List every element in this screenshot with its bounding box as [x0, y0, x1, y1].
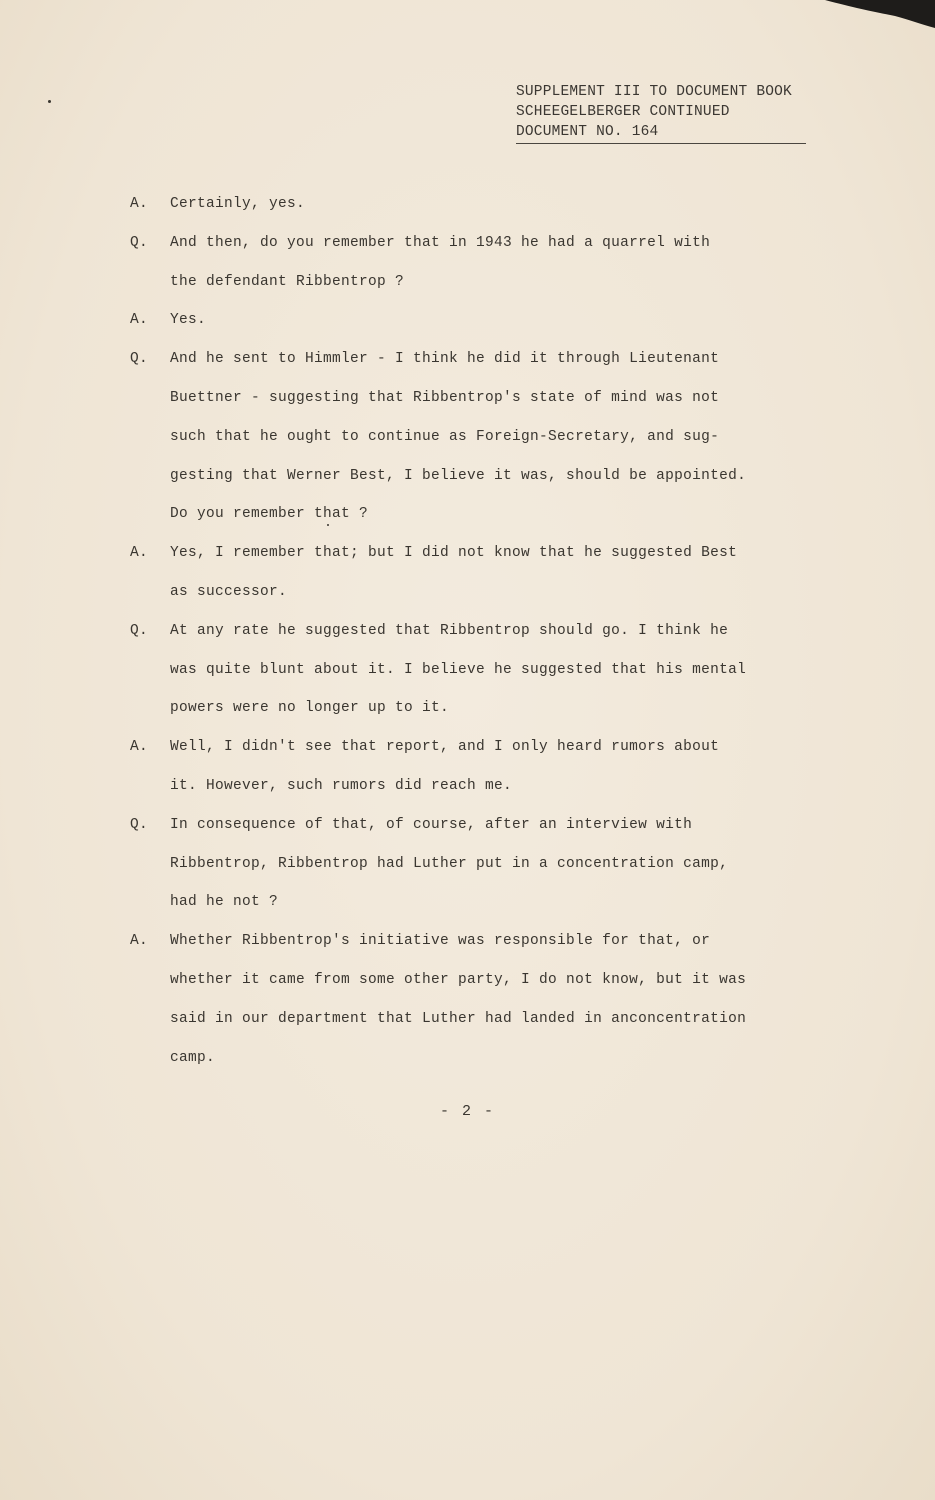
transcript-line — [130, 694, 830, 733]
transcript-line — [130, 811, 830, 850]
line-text: At any rate he suggested that Ribbentrop should go. I think he — [170, 622, 729, 639]
line-text: whether it came from some other party, I do not know, but it was — [170, 971, 747, 988]
transcript-line — [130, 772, 830, 811]
line-text: Whether Ribbentrop's initiative was responsible for that, or — [170, 933, 711, 950]
line-text: In consequence of that, of course, after an interview with — [170, 816, 693, 833]
line-text: was quite blunt about it. I believe he suggested that his mental — [170, 661, 747, 678]
page-number: - 2 - — [439, 1103, 495, 1120]
speaker-label: Q. — [130, 816, 149, 833]
transcript-line — [130, 578, 830, 617]
line-text: it. However, such rumors did reach me. — [170, 777, 513, 794]
line-text: said in our department that Luther had landed in anconcentration — [170, 1010, 747, 1027]
line-text: Yes, I remember that; but I did not know that he suggested Best — [170, 545, 738, 562]
transcript-line — [130, 1005, 830, 1044]
line-text: the defendant Ribbentrop ? — [170, 273, 405, 290]
transcript-line — [130, 539, 830, 578]
speaker-label: A. — [130, 545, 149, 562]
transcript-line — [130, 733, 830, 772]
transcript-body — [130, 190, 830, 1082]
speaker-label: Q. — [130, 622, 149, 639]
line-text: Buettner - suggesting that Ribbentrop's state of mind was not — [170, 389, 720, 406]
transcript-line — [130, 190, 830, 229]
transcript-line — [130, 888, 830, 927]
line-text: as successor. — [170, 583, 288, 600]
transcript-line — [130, 1044, 830, 1083]
line-text: camp. — [170, 1049, 216, 1066]
transcript-line — [130, 345, 830, 384]
speaker-label: Q. — [130, 234, 149, 251]
transcript-line — [130, 268, 830, 307]
line-text: gesting that Werner Best, I believe it was, should be appointed. — [170, 467, 747, 484]
speaker-label: A. — [130, 933, 149, 950]
line-text: Well, I didn't see that report, and I only heard rumors about — [170, 739, 720, 756]
header-document-number: DOCUMENT NO. 164 — [516, 122, 806, 144]
transcript-line — [130, 306, 830, 345]
transcript-line — [130, 384, 830, 423]
line-text: such that he ought to continue as Foreign-Secretary, and sug- — [170, 428, 720, 445]
header-line-1: SUPPLEMENT III TO DOCUMENT BOOK — [516, 84, 792, 100]
transcript-line — [130, 500, 830, 539]
header-line-2: SCHEEGELBERGER CONTINUED — [516, 104, 730, 120]
ink-speck — [48, 100, 51, 103]
transcript-line — [130, 423, 830, 462]
torn-corner-mark — [815, 0, 935, 40]
document-header — [516, 82, 806, 144]
line-text: had he not ? — [170, 894, 279, 911]
line-text: And then, do you remember that in 1943 he had a quarrel with — [170, 234, 711, 251]
line-text: powers were no longer up to it. — [170, 700, 450, 717]
speaker-label: A. — [130, 312, 149, 329]
transcript-line — [130, 850, 830, 889]
transcript-line — [130, 462, 830, 501]
transcript-line — [130, 617, 830, 656]
transcript-line — [130, 966, 830, 1005]
speaker-label: A. — [130, 739, 149, 756]
line-text: Certainly, yes. — [170, 196, 306, 212]
line-text: Ribbentrop, Ribbentrop had Luther put in a concentration camp, — [170, 855, 729, 872]
transcript-line — [130, 927, 830, 966]
speaker-label: A. — [130, 196, 149, 212]
speaker-label: Q. — [130, 351, 149, 368]
transcript-line — [130, 229, 830, 268]
line-text: Do you remember that ? — [170, 506, 369, 523]
transcript-line — [130, 656, 830, 695]
line-text: Yes. — [170, 312, 207, 329]
line-text: And he sent to Himmler - I think he did it through Lieutenant — [170, 351, 720, 368]
